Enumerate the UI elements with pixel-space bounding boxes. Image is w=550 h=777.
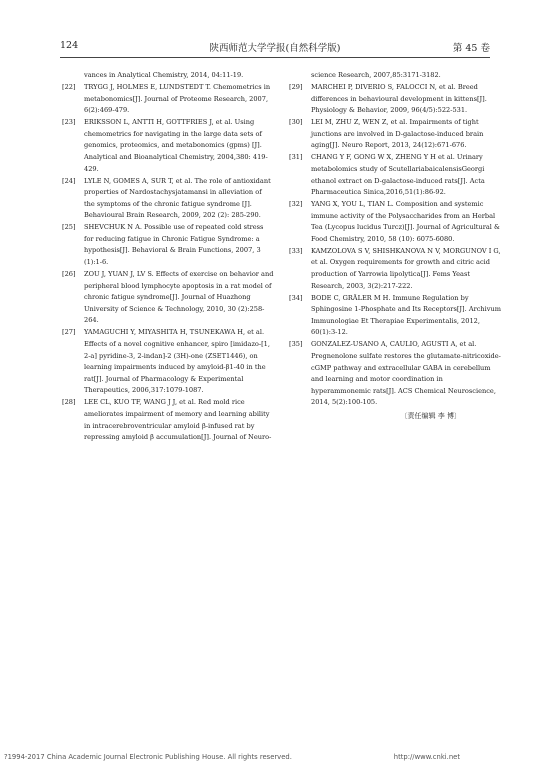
reference-item (289, 199, 501, 245)
reference-item (289, 117, 501, 152)
reference-number: [34] (289, 293, 303, 302)
reference-number: [25] (62, 223, 76, 232)
reference-number: [28] (62, 398, 76, 407)
reference-item (62, 176, 274, 222)
reference-number: [30] (289, 118, 303, 127)
reference-number: [29] (289, 82, 303, 91)
reference-item (289, 339, 501, 409)
reference-text: YANG X, YOU L, TIAN L. Composition and systemic immune activity of the Polysaccharides from an Herbal Tea (Lycopus lucidus Turcz)[J]. Journal of Agricultural & Food Chemistry, 2010, 58 (10): 6075-6080. (311, 200, 500, 243)
reference-text: ERIKSSON L, ANTTI H, GOTTFRIES J, et al. Using chemometrics for navigating in the large data sets of genomics, proteomics, and metabonomics (gpms) [J]. Analytical and Bioanalytical Chemistry, 2004,380: 419-429. (84, 118, 268, 173)
journal-title: 陕西师范大学学报(自然科学版) (209, 43, 341, 54)
header-rule (60, 57, 490, 58)
reference-number: [24] (62, 176, 76, 185)
reference-item (289, 293, 501, 339)
reference-text: GONZALEZ-USANO A, CAULIO, AGUSTI A, et al. Pregnenolone sulfate restores the glutamate-nitricoxide-cGMP pathway and extracellular GABA in cerebellum and learning and motor coordination in hyperammonemic rats[J]. ACS Chemical Neuroscience, 2014, 5(2):100-105. (311, 340, 501, 407)
reference-number: [22] (62, 82, 76, 91)
page-number: 124 (60, 40, 79, 51)
reference-text: CHANG Y F, GONG W X, ZHENG Y H et al. Urinary metabolomics study of ScutellariabaicalensisGeorgi ethanol extract on D-galactose-induced rats[J]. Acta Pharmaceutica Sinica,2016,51(1):86-92. (311, 153, 485, 197)
reference-text: ZOU J, YUAN J, LV S. Effects of exercise on behavior and peripheral blood lymphocyte apoptosis in a rat model of chronic fatigue syndrome[J]. Journal of Huazhong University of Science & Technology, 2010, 30 (2):258-264. (84, 270, 274, 325)
reference-item (62, 117, 274, 175)
reference-number: [26] (62, 270, 76, 279)
reference-item (62, 327, 274, 397)
reference-text: KAMZOLOVA S V, SHISHKANOVA N V, MORGUNOV I G, et al. Oxygen requirements for growth and citric acid production of Yarrowia lipolytica[J]. Fems Yeast Research, 2003, 3(2):217-222. (311, 246, 501, 290)
reference-number: [27] (62, 328, 76, 337)
reference-text: LEE CL, KUO TF, WANG J J, et al. Red mold rice ameliorates impairment of memory and learning ability in intracerebroventricular amyloid β-infused rat by repressing amyloid β accumulation[J]. Journal of Neuro- (84, 398, 272, 442)
reference-text: MARCHEI P, DIVERIO S, FALOCCI N, et al. Breed differences in behavioural development in kittens[J]. Physiology & Behavior, 2009, 96(4/5):522-531. (311, 82, 487, 115)
copyright-notice: ?1994-2017 China Academic Journal Electronic Publishing House. All rights reserved. (4, 753, 292, 761)
reference-text: LYLE N, GOMES A, SUR T, et al. The role of antioxidant properties of Nardostachysjatamansi in alleviation of the symptoms of the chronic fatigue syndrome [J]. Behavioural Brain Research, 2009, 202 (2): 285-290. (84, 176, 271, 220)
reference-item (62, 397, 274, 443)
reference-number: [33] (289, 246, 303, 255)
reference-number: [32] (289, 200, 303, 209)
reference-item (62, 82, 274, 117)
reference-text: vances in Analytical Chemistry, 2014, 04:11-19. (84, 71, 244, 79)
page-header (60, 40, 490, 56)
reference-text: BODE C, GRÄLER M H. Immune Regulation by Sphingosine 1-Phosphate and Its Receptors[J]. Archivum Immunologiae Et Therapiae Experimentalis, 2012, 60(1):3-12. (311, 293, 502, 337)
reference-item (62, 269, 274, 327)
volume-label: 第 45 卷 (452, 43, 490, 54)
reference-number: [35] (289, 340, 303, 349)
reference-text: LEI M, ZHU Z, WEN Z, et al. Impairments of tight junctions are involved in D-galactose-induced brain aging[J]. Neuro Report, 2013, 24(12):671-676. (311, 118, 484, 150)
reference-item (289, 246, 501, 292)
reference-text: SHEVCHUK N A. Possible use of repeated cold stress for reducing fatigue in Chronic Fatigue Syndrome: a hypothesis[J]. Behavioral & Brain Functions, 2007, 3 (1):1-6. (84, 223, 264, 267)
footer-url: http://www.cnki.net (393, 753, 460, 761)
reference-text: YAMAGUCHI Y, MIYASHITA H, TSUNEKAWA H, et al. Effects of a novel cognitive enhancer, spiro [imidazo-[1, 2-a] pyridine-3, 2-indan]-2 (3H)-one (ZSET1446), on learning impairments induced by amyloid-β1-40 in the rat[J]. Journal of Pharmacology & Experimental Therapeutics, 2006,317:1079-1087. (84, 328, 270, 395)
reference-continuation (62, 70, 274, 82)
reference-item (289, 82, 501, 117)
reference-number: [31] (289, 153, 303, 162)
reference-continuation (289, 70, 501, 82)
reference-item (62, 222, 274, 268)
reference-text: science Research, 2007,85:3171-3182. (311, 71, 441, 79)
right-column (289, 70, 501, 423)
reference-text: TRYGG J, HOLMES E, LUNDSTEDT T. Chemometrics in metabonomics[J]. Journal of Proteome Research, 2007, 6(2):469-479. (84, 82, 271, 115)
reference-item (289, 152, 501, 198)
responsible-editor: 〔责任编辑 李 博〕 (400, 411, 461, 420)
reference-number: [23] (62, 118, 76, 127)
left-column (62, 70, 274, 444)
